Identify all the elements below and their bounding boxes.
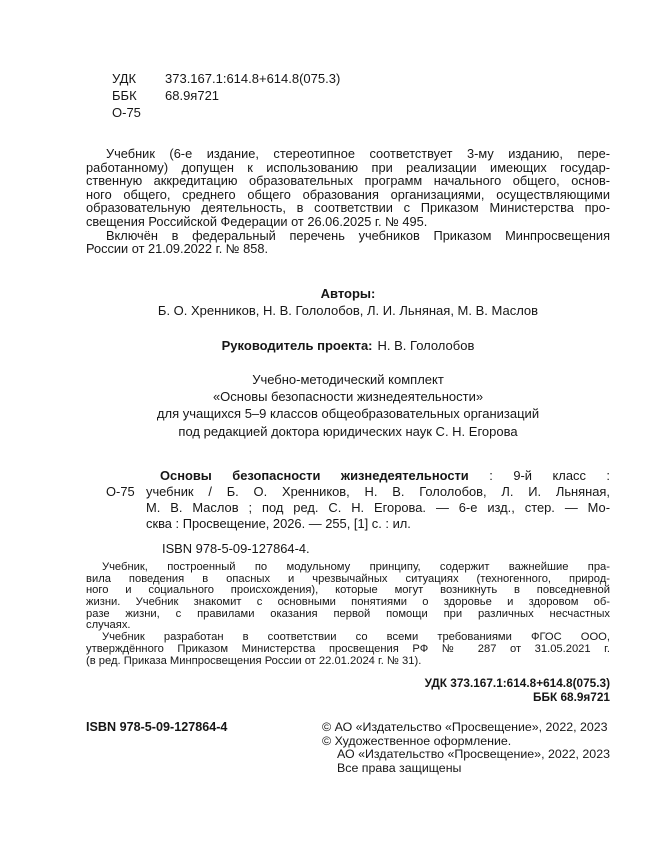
catalog-line-3: М. В. Маслов ; под ред. С. Н. Егорова. — 6-е изд., стер. — Мо- (146, 499, 610, 515)
text-line: работанному) допущен к использованию при реализации имеющих государ- (86, 159, 610, 175)
project-lead-label: Руководитель проекта: (221, 337, 373, 353)
text-line: случаях. (86, 619, 131, 632)
author-sign-row (112, 104, 610, 121)
text-line: Учебник (6-е издание, стереотипное соответствует 3-му изданию, пере- (106, 146, 610, 161)
text-line: России от 21.09.2022 г. № 858. (86, 241, 268, 257)
copyright-line-3: АО «Издательство «Просвещение», 2022, 2023 (337, 747, 610, 762)
text-line: Учебник, построенный по модульному принципу, содержит важнейшие пра- (102, 560, 610, 573)
footer-isbn: ISBN 978-5-09-127864-4 (86, 720, 228, 735)
text-line: разе жизни, с правилами оказания первой помощи при различных несчастных (86, 607, 610, 620)
text-line: образовательную деятельность, в соответствии с Приказом Министерства про- (86, 200, 610, 216)
text-line: ного и социального происхождения), которые могут возникнуть в повседневной (86, 584, 610, 597)
catalog-line-2-text: учебник / Б. О. Хренников, Н. В. Гололобов, Л. И. Льняная, (146, 483, 610, 499)
udk-bottom: УДК 373.167.1:614.8+614.8(075.3) (424, 676, 610, 691)
catalog-title-tail: : 9-й класс : (468, 467, 610, 483)
udk-label: УДК (112, 71, 137, 86)
text-line: (в ред. Приказа Минпросвещения России от 22.01.2024 г. № 31). (86, 654, 422, 667)
catalog-line-2 (106, 483, 610, 500)
catalog-author-sign: О-75 (106, 483, 135, 499)
annotation-paragraph-1 (86, 562, 610, 632)
series-line-2: «Основы безопасности жизнедеятельности» (212, 389, 484, 405)
bbk-value: 68.9я721 (165, 88, 220, 103)
catalog-entry (106, 467, 610, 557)
series-line-1: Учебно-методический комплект (252, 371, 444, 387)
bbk-bottom: ББК 68.9я721 (533, 689, 610, 704)
copyright-line-2: © Художественное оформление. (322, 733, 512, 748)
copyright-block (322, 721, 610, 775)
catalog-title: Основы безопасности жизнедеятельности (160, 467, 469, 483)
catalog-isbn: ISBN 978-5-09-127864-4. (162, 540, 310, 556)
catalog-line-4: сква : Просвещение, 2026. — 255, [1] с. : ил. (146, 515, 411, 531)
text-line: ственную аккредитацию образовательных программ начального общего, основ- (86, 173, 610, 189)
text-line: Включён в федеральный перечень учебников Приказом Минпросвещения (106, 227, 610, 243)
footer (86, 721, 610, 775)
text-line: Учебник разработан в соответствии со всеми требованиями ФГОС ООО, (102, 631, 610, 644)
author-sign: О-75 (112, 105, 141, 120)
project-lead-name: Н. В. Гололобов (377, 337, 475, 353)
udk-row (112, 70, 610, 87)
classification-block-bottom (86, 677, 610, 704)
bbk-label: ББК (112, 88, 137, 103)
annotation-paragraph-2 (86, 632, 610, 667)
copyright-line-4: Все права защищены (337, 760, 462, 775)
registry-paragraph (86, 229, 610, 256)
text-line: вила поведения в опасных и чрезвычайных ситуациях (техногенного, природ- (86, 572, 610, 585)
series-block (86, 371, 610, 440)
udk-value: 373.167.1:614.8+614.8(075.3) (165, 71, 341, 86)
text-line: утверждённого Приказом Министерства просвещения РФ № 287 от 31.05.2021 г. (86, 642, 610, 655)
series-line-4: под редакцией доктора юридических наук С. Н. Егорова (178, 423, 518, 439)
text-line: ного общего, среднего общего образования организациями, осуществляющими (86, 186, 610, 202)
copyright-line-1: © АО «Издательство «Просвещение», 2022, 2023 (322, 720, 608, 735)
project-lead-line (86, 337, 610, 354)
series-line-3: для учащихся 5–9 классов общеобразовательных организаций (156, 406, 540, 422)
approval-paragraph (86, 147, 610, 229)
classification-block (112, 70, 610, 121)
authors-heading: Авторы: (320, 285, 376, 301)
text-line: свещения Российской Федерации от 26.06.2025 г. № 495. (86, 213, 428, 229)
catalog-title-line (146, 468, 610, 484)
bbk-row (112, 87, 610, 104)
text-line: жизни. Учебник знакомит с основными понятиями о здоровье и здоровом об- (86, 596, 610, 609)
authors-names: Б. О. Хренников, Н. В. Гололобов, Л. И. Льняная, М. В. Маслов (157, 302, 539, 318)
